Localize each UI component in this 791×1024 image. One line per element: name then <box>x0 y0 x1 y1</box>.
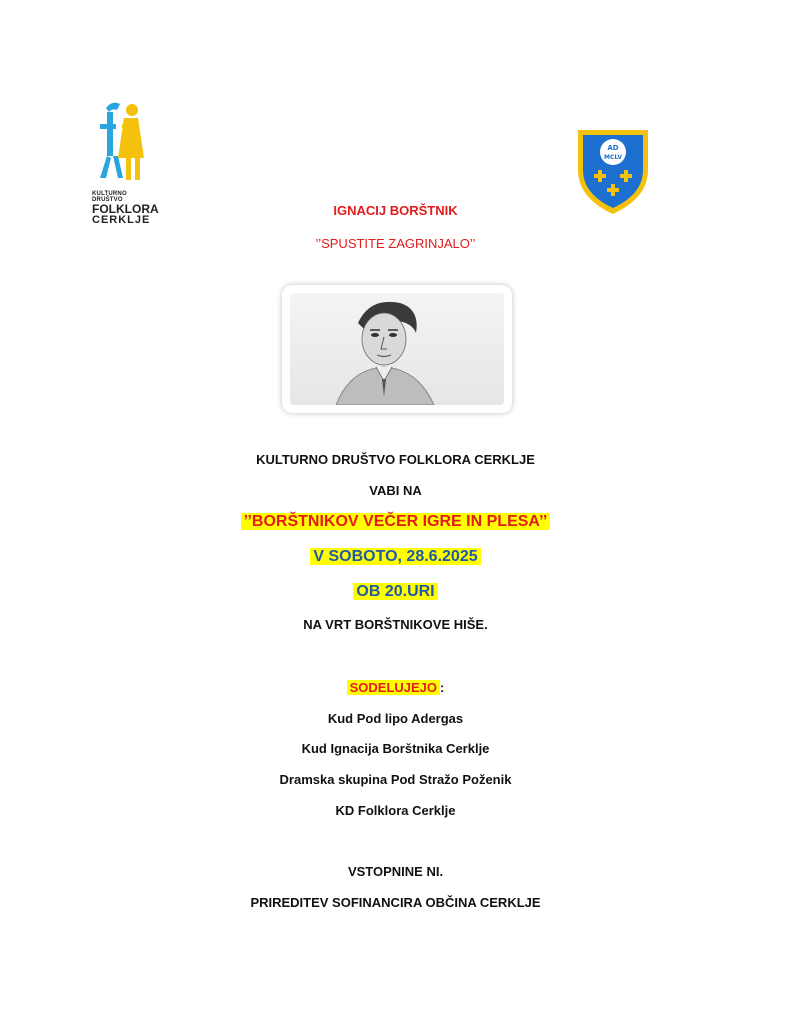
portrait-photo <box>282 285 512 413</box>
admission-note: VSTOPNINE NI. <box>347 864 444 879</box>
participant-item: Kud Ignacija Borštnika Cerklje <box>301 741 490 756</box>
participant-item: Dramska skupina Pod Stražo Poženik <box>279 772 512 787</box>
participants-label: SODELUJEJO <box>347 680 440 695</box>
svg-text:AD: AD <box>607 144 619 152</box>
event-venue: NA VRT BORŠTNIKOVE HIŠE. <box>303 617 488 632</box>
event-date: V SOBOTO, 28.6.2025 <box>310 548 480 565</box>
author-name: IGNACIJ BORŠTNIK <box>333 203 458 218</box>
logo-text-line1: KULTURNO DRUŠTVO <box>92 191 127 203</box>
event-time: OB 20.URI <box>353 583 437 600</box>
participants-heading <box>0 680 791 695</box>
participants-colon: : <box>440 680 445 695</box>
event-date-line <box>0 548 791 566</box>
dancers-icon <box>92 98 154 186</box>
portrait-sketch <box>290 293 504 405</box>
invites-text: VABI NA <box>369 483 422 498</box>
svg-text:MCLV: MCLV <box>603 154 623 161</box>
participant-item: KD Folklora Cerklje <box>335 803 456 818</box>
folklore-society-logo <box>92 98 159 226</box>
event-title: ’’BORŠTNIKOV VEČER IGRE IN PLESA’’ <box>241 513 551 530</box>
society-name: KULTURNO DRUŠTVO FOLKLORA CERKLJE <box>256 452 535 467</box>
logo-text-line3: CERKLJE <box>92 214 151 226</box>
logo-text-line2: FOLKLORA <box>92 202 159 216</box>
play-title: ’’SPUSTITE ZAGRINJALO’’ <box>315 236 476 251</box>
event-time-line <box>0 583 791 601</box>
event-title-line <box>0 513 791 531</box>
participant-item: Kud Pod lipo Adergas <box>327 711 464 726</box>
sponsor-note: PRIREDITEV SOFINANCIRA OBČINA CERKLJE <box>250 895 541 910</box>
